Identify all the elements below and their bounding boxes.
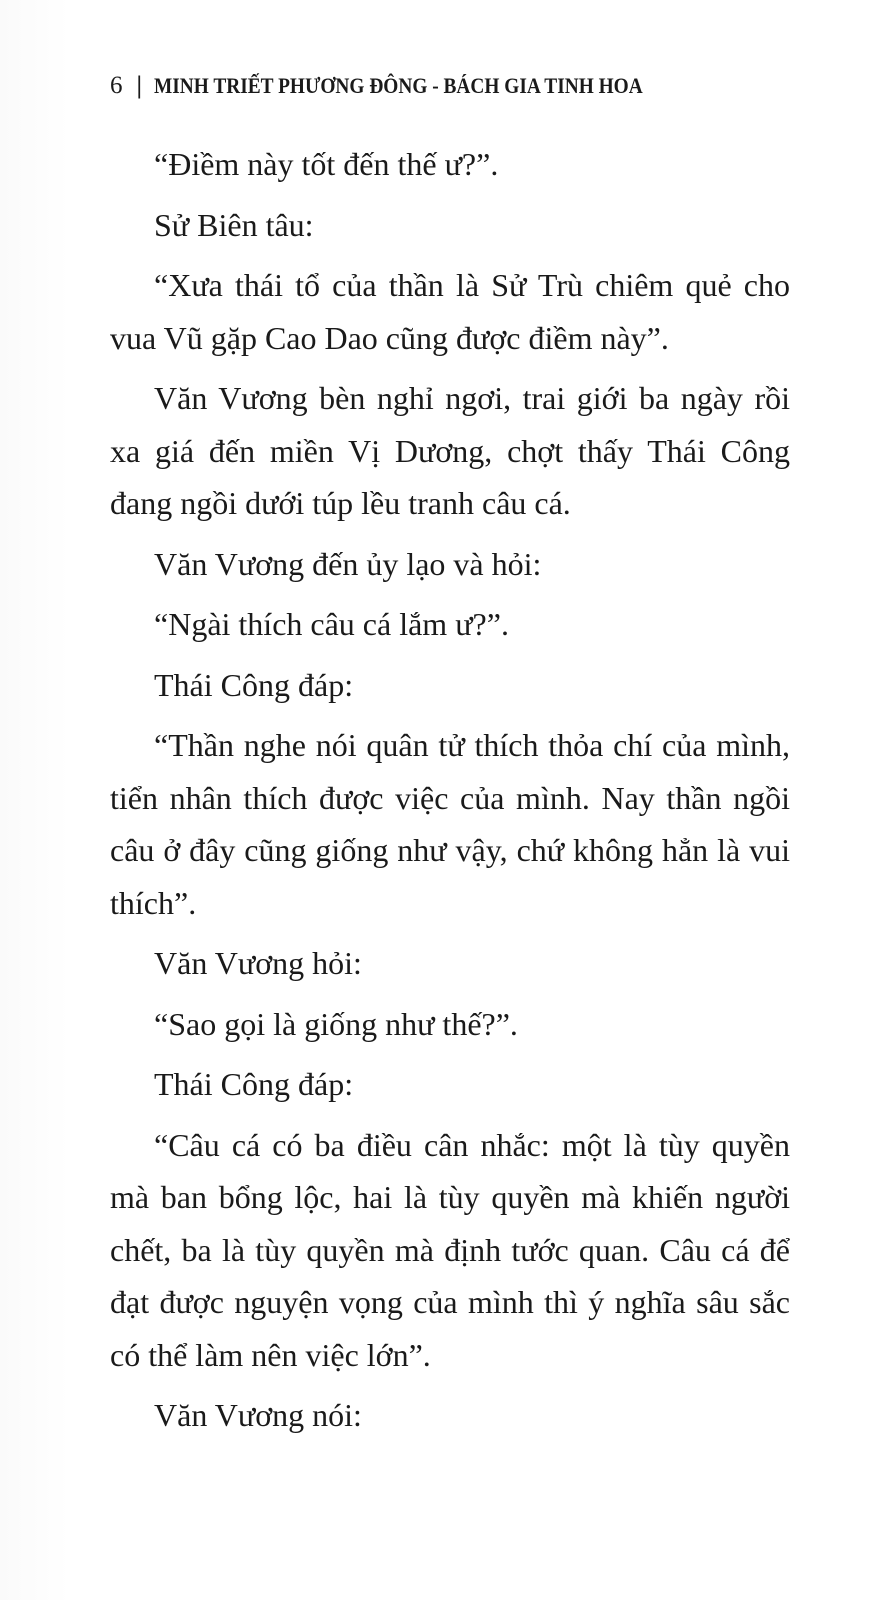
paragraph: Thái Công đáp:: [154, 1066, 354, 1102]
running-header: [110, 66, 709, 106]
paragraph: Văn Vương đến ủy lạo và hỏi:: [154, 545, 542, 582]
paragraph: “Ngài thích câu cá lắm ư?”.: [154, 606, 509, 642]
paragraph: Văn Vương bèn nghỉ ngơi, trai giới ba ngày rồi xa giá đến miền Vị Dương, chợt thấy Thái Công đang ngồi dưới túp lều tranh câu cá.: [110, 380, 790, 521]
header-separator: |: [136, 72, 143, 99]
paragraph: “Sao gọi là giống như thế?”.: [154, 1005, 518, 1042]
paragraph: “Xưa thái tổ của thần là Sử Trù chiêm quẻ cho vua Vũ gặp Cao Dao cũng được điềm này”.: [110, 267, 790, 356]
paragraph: “Thần nghe nói quân tử thích thỏa chí của mình, tiển nhân thích được việc của mình. Nay thần ngồi câu ở đây cũng giống như vậy, chứ không hẳn là vui thích”.: [110, 727, 790, 921]
paragraph: Thái Công đáp:: [154, 666, 354, 703]
paragraph: Văn Vương nói:: [154, 1397, 362, 1433]
paragraph: Văn Vương hỏi:: [154, 945, 362, 981]
page-body: [110, 138, 790, 1450]
paragraph: Sử Biên tâu:: [154, 206, 314, 243]
paragraph: “Câu cá có ba điều cân nhắc: một là tùy quyền mà ban bổng lộc, hai là tùy quyền mà khiến người chết, ba là tùy quyền mà định tước quan. Câu cá để đạt được nguyện vọng của mình thì ý nghĩa sâu sắc có thể làm nên việc lớn”.: [110, 1126, 790, 1373]
page-number: 6: [110, 72, 123, 99]
paragraph: “Điềm này tốt đến thế ư?”.: [154, 146, 499, 182]
running-title: MINH TRIẾT PHƯƠNG ĐÔNG - BÁCH GIA TINH HOA: [154, 73, 643, 98]
